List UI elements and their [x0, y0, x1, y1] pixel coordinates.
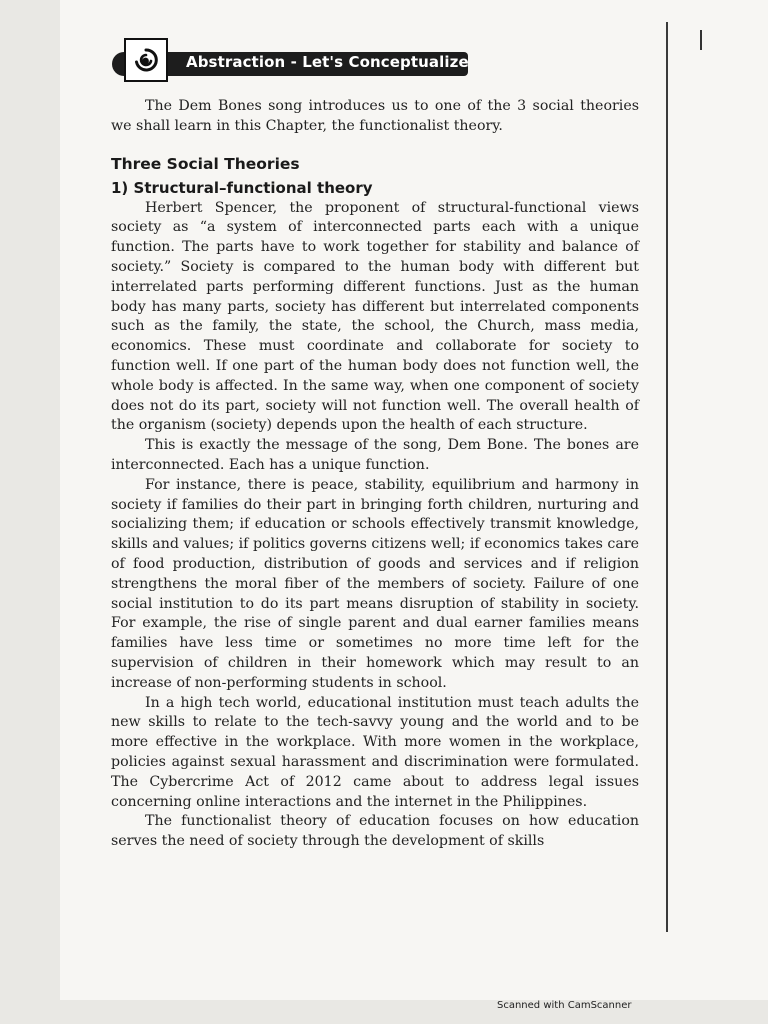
page-content	[111, 97, 639, 852]
spiral-icon	[124, 38, 168, 82]
page-edge-tick	[700, 30, 702, 50]
section-banner	[112, 38, 472, 86]
banner-title: Abstraction - Let's Conceptualize	[186, 53, 469, 71]
scanner-watermark: Scanned with CamScanner	[497, 1000, 632, 1011]
section-heading: Three Social Theories	[111, 154, 300, 173]
intro-paragraph: The Dem Bones song introduces us to one of the 3 social theories we shall learn in this Chapter, the functionalist theory.	[111, 98, 639, 134]
page-edge-rule	[666, 22, 668, 932]
body-paragraph-1: Herbert Spencer, the proponent of structural-functional views society as “a system of interconnected parts each with a unique function. The parts have to work together for stability and balance of society.” Society is compared to the human body with different but interrelated parts performing different functions. Just as the human body has many parts, society has different but interrelated components such as the family, the state, the school, the Church, mass media, economics. These must coordinate and collaborate for society to function well. If one part of the human body does not function well, the whole body is affected. In the same way, when one component of society does not do its part, society will not function well. The overall health of the organism (society) depends upon the health of each structure.	[111, 199, 639, 434]
subsection-heading: 1) Structural–functional theory	[111, 178, 373, 197]
body-paragraph-5: The functionalist theory of education focuses on how education serves the need of society through the development of skills	[111, 813, 639, 850]
body-paragraph-4: In a high tech world, educational institution must teach adults the new skills to relate to the tech-savvy young and the world and to be more effective in the workplace. With more women in the workplace, policies against sexual harassment and discrimination were formulated. The Cybercrime Act of 2012 came about to address legal issues concerning online interactions and the internet in the Philippines.	[111, 694, 639, 810]
body-paragraph-3: For instance, there is peace, stability, equilibrium and harmony in society if families do their part in bringing forth children, nurturing and socializing them; if education or schools effectively transmit knowledge, skills and values; if politics governs citizens well; if economics takes care of food production, distribution of goods and services and if religion strengthens the moral fiber of the members of society. Failure of one social institution to do its part means disruption of stability in society. For example, the rise of single parent and dual earner families means families have less time or sometimes no more time left for the supervision of children in their homework which may result to an increase of non-performing students in school.	[111, 476, 639, 691]
body-paragraph-2: This is exactly the message of the song, Dem Bone. The bones are interconnected. Each has a unique function.	[111, 437, 639, 473]
